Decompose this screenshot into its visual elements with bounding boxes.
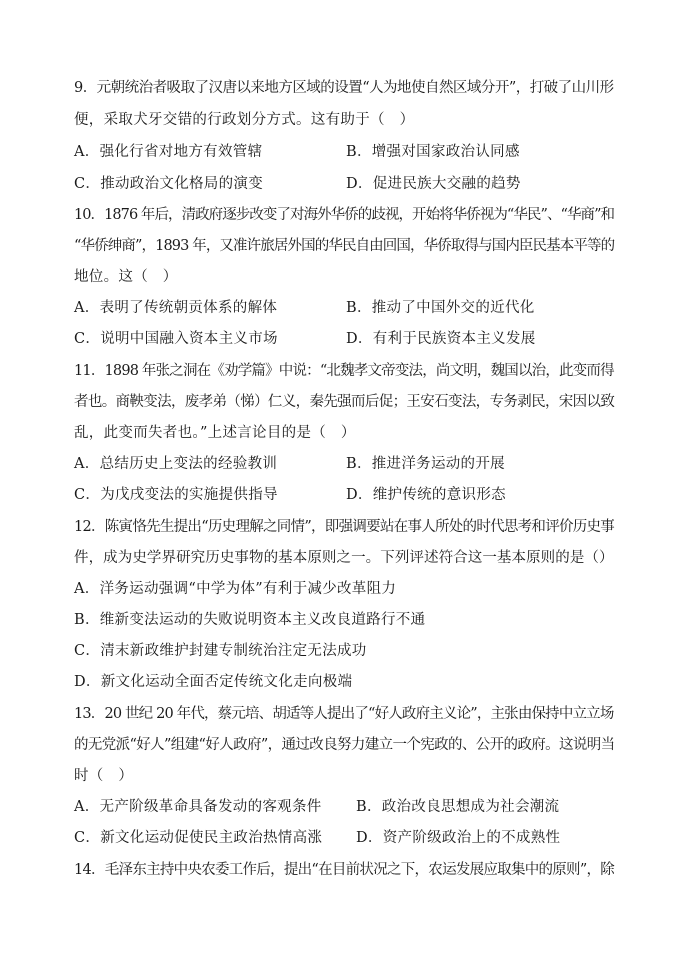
q10-stem-line-3: 地位。这（ ） [74,269,178,285]
q12-option-b: B．维新变法运动的失败说明资本主义改良道路行不通 [74,612,426,628]
q13-option-a: A．无产阶级革命具备发动的客观条件 [74,799,322,815]
q9-stem-line-1: 9．元朝统治者吸取了汉唐以来地方区域的设置“人为地使自然区域分开”，打破了山川形 [74,80,614,96]
q12-stem-line-2: 件，成为史学界研究历史事物的基本原则之一。下列评述符合这一基本原则的是（） [74,550,614,566]
q13-option-c: C．新文化运动促使民主政治热情高涨 [74,830,323,846]
q10-option-a: A．表明了传统朝贡体系的解体 [74,300,278,316]
q11-option-c: C．为戊戌变法的实施提供指导 [74,487,278,503]
q13-stem-line-3: 时（ ） [74,768,134,784]
q10-stem-line-1: 10．1876 年后，清政府逐步改变了对海外华侨的歧视，开始将华侨视为“华民”、“华商”和 [74,207,615,223]
q12-option-d: D．新文化运动全面否定传统文化走向极端 [74,674,353,690]
q11-stem-line-3: 乱，此变而失者也。”上述言论目的是（ ） [74,425,356,441]
q9-option-c: C．推动政治文化格局的演变 [74,176,263,192]
q12-stem-line-1: 12．陈寅恪先生提出“历史理解之同情”，即强调要站在事人所处的时代思考和评价历史事 [74,519,615,535]
q11-stem-line-2: 者也。商鞅变法，废孝弟（悌）仁义，秦先强而后促；王安石变法，专务剥民，宋因以致 [74,394,615,410]
q9-option-d: D．促进民族大交融的趋势 [346,176,521,192]
q11-stem-line-1: 11．1898 年张之洞在《劝学篇》中说：“北魏孝文帝变法，尚文明，魏国以治，此变而得 [74,363,614,379]
q11-option-b: B．推进洋务运动的开展 [346,456,505,472]
q13-option-b: B．政治改良思想成为社会潮流 [356,799,560,815]
q10-option-c: C．说明中国融入资本主义市场 [74,331,278,347]
q11-option-a: A．总结历史上变法的经验教训 [74,456,278,472]
q10-stem-line-2: “华侨绅商”，1893 年，又准许旅居外国的华民自由回国，华侨取得与国内臣民基本平等的 [74,238,615,254]
q13-option-d: D．资产阶级政治上的不成熟性 [356,830,561,846]
q10-option-b: B．推动了中国外交的近代化 [346,300,535,316]
q13-stem-line-1: 13．20 世纪 20 年代，蔡元培、胡适等人提出了“好人政府主义论”，主张由保持中立立场 [74,706,614,722]
q11-option-d: D．维护传统的意识形态 [346,487,506,503]
q9-stem-line-2: 便，采取犬牙交错的行政划分方式。这有助于（ ） [74,112,415,128]
q14-stem-line-1: 14．毛泽东主持中央农委工作后，提出“在目前状况之下，农运发展应取集中的原则”，除 [74,862,615,878]
q9-option-a: A．强化行省对地方有效管辖 [74,144,263,160]
q12-option-c: C．清末新政维护封建专制统治注定无法成功 [74,643,367,659]
q13-stem-line-2: 的无党派“好人”组建“好人政府”，通过改良努力建立一个宪政的、公开的政府。这说明当 [74,737,615,753]
q9-option-b: B．增强对国家政治认同感 [346,144,520,160]
q12-option-a: A．洋务运动强调“中学为体”有利于减少改革阻力 [74,581,397,597]
q10-option-d: D．有利于民族资本主义发展 [346,331,536,347]
